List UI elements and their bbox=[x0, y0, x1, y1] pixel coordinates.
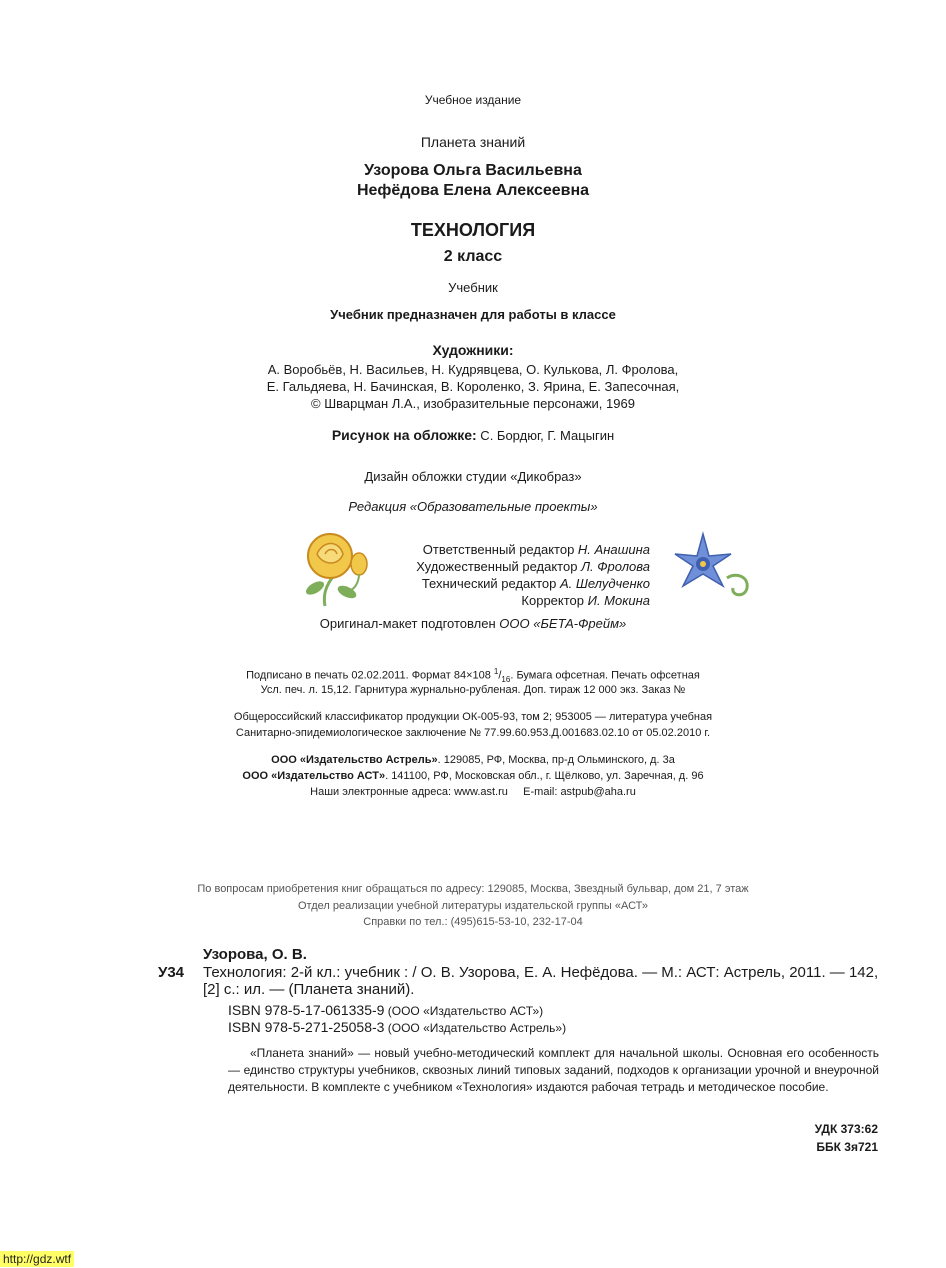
publisher-address: . 141100, РФ, Московская обл., г. Щёлково, ул. Заречная, д. 96 bbox=[385, 770, 704, 782]
watermark-link[interactable]: http://gdz.wtf bbox=[0, 1251, 74, 1267]
format-numerator: 1 bbox=[493, 667, 499, 676]
catalog-bibliography: Технология: 2-й кл.: учебник : / О. В. Узорова, Е. А. Нефёдова. — М.: АСТ: Астрель, 2011. — 142,[2] с.: ил. — (Планета знаний). bbox=[203, 964, 879, 998]
isbn-number: ISBN 978-5-271-25058-3 bbox=[228, 1019, 385, 1035]
print-info-line-3: Общероссийский классификатор продукции ОК-005-93, том 2; 953005 — литература учебная bbox=[233, 711, 713, 723]
isbn-1 bbox=[228, 1002, 543, 1018]
layout-credit-text: Оригинал-макет подготовлен bbox=[319, 616, 500, 631]
bbk-code: ББК 3я721 bbox=[816, 1140, 878, 1154]
print-info-text: . Бумага офсетная. Печать офсетная bbox=[510, 669, 700, 682]
udk-code: УДК 373:62 bbox=[814, 1122, 878, 1136]
editorial-office: Редакция «Образовательные проекты» bbox=[348, 499, 598, 514]
book-title: ТЕХНОЛОГИЯ bbox=[410, 220, 536, 240]
publisher-1 bbox=[0, 754, 946, 766]
editors-list bbox=[360, 541, 650, 609]
artists-list bbox=[0, 361, 946, 412]
publisher-2 bbox=[0, 770, 946, 782]
author-2: Нефёдова Елена Алексеевна bbox=[356, 182, 590, 199]
isbn-number: ISBN 978-5-17-061335-9 bbox=[228, 1002, 385, 1018]
grade: 2 класс bbox=[443, 248, 503, 265]
classification bbox=[815, 1120, 878, 1156]
sales-line-2: Отдел реализации учебной литературы издательской группы «АСТ» bbox=[297, 900, 649, 912]
annotation: «Планета знаний» — новый учебно-методический комплект для начальной школы. Основная его особенность — единство структуры учебников, сквозных линий типовых заданий, подходов к организации урочной и внеурочной деятельности. В комплекте с учебником «Технология» издаются рабочая тетрадь и методическое пособие. bbox=[228, 1046, 879, 1094]
publisher-name: ООО «Издательство АСТ» bbox=[242, 770, 386, 782]
publisher-emails: Наши электронные адреса: www.ast.ru E-mail: astpub@aha.ru bbox=[310, 786, 636, 798]
isbn-publisher: (ООО «Издательство Астрель») bbox=[384, 1021, 567, 1035]
book-kind: Учебник bbox=[448, 280, 498, 295]
layout-credit bbox=[0, 616, 946, 631]
sales-line-1: По вопросам приобретения книг обращаться по адресу: 129085, Москва, Звездный бульвар, дом 21, 7 этаж bbox=[197, 883, 749, 895]
catalog-author: Узорова, О. В. bbox=[203, 946, 307, 963]
isbn-2 bbox=[228, 1019, 566, 1035]
print-info-line-4: Санитарно-эпидемиологическое заключение № 77.99.60.953.Д.001683.02.10 от 05.02.2010 г. bbox=[235, 727, 711, 739]
editor-role: Корректор bbox=[521, 593, 585, 608]
publisher-address: . 129085, РФ, Москва, пр-д Ольминского, д. 3а bbox=[437, 754, 675, 766]
artists-heading: Художники: bbox=[432, 342, 514, 358]
editor-role: Технический редактор bbox=[421, 576, 557, 591]
editor-name: А. Шелудченко bbox=[559, 576, 650, 591]
edition-type: Учебное издание bbox=[424, 93, 522, 107]
editor-name: Л. Фролова bbox=[581, 559, 650, 574]
format-denominator: 16 bbox=[501, 674, 511, 684]
sales-line-3: Справки по тел.: (495)615-53-10, 232-17-04 bbox=[363, 916, 583, 928]
print-info-text: Подписано в печать 02.02.2011. Формат 84×108 bbox=[246, 669, 494, 682]
cover-design: Дизайн обложки студии «Дикобраз» bbox=[364, 469, 582, 484]
artists-line-3: © Шварцман Л.А., изобразительные персонажи, 1969 bbox=[311, 396, 635, 411]
isbn-publisher: (ООО «Издательство АСТ») bbox=[384, 1004, 544, 1018]
cover-illustration bbox=[0, 427, 946, 443]
artists-line-2: Е. Гальдяева, Н. Бачинская, В. Короленко, З. Ярина, Е. Запесочная, bbox=[266, 379, 680, 394]
publisher-name: ООО «Издательство Астрель» bbox=[271, 754, 438, 766]
print-info-line-1: Подписано в печать 02.02.2011. Формат 84×108 $^1/_{16}$. Бумага офсетная. Печать офсетная bbox=[246, 667, 700, 684]
editor-role: Художественный редактор bbox=[416, 559, 578, 574]
series-name: Планета знаний bbox=[420, 134, 526, 150]
catalog-code: У34 bbox=[158, 964, 185, 981]
cover-label: Рисунок на обложке: bbox=[331, 427, 477, 443]
editor-name: Н. Анашина bbox=[577, 542, 650, 557]
layout-credit-company: ООО «БЕТА-Фрейм» bbox=[499, 616, 627, 631]
editor-row bbox=[360, 592, 650, 609]
print-info-line-2: Усл. печ. л. 15,12. Гарнитура журнально-рубленая. Доп. тираж 12 000 экз. Заказ № bbox=[260, 684, 686, 696]
editor-row bbox=[360, 541, 650, 558]
cover-names: С. Бордюг, Г. Мацыгин bbox=[476, 428, 615, 443]
artists-line-1: А. Воробьёв, Н. Васильев, Н. Кудрявцева, О. Кулькова, Л. Фролова, bbox=[267, 362, 679, 377]
editor-role: Ответственный редактор bbox=[422, 542, 575, 557]
book-purpose: Учебник предназначен для работы в классе bbox=[330, 307, 616, 322]
author-1: Узорова Ольга Васильевна bbox=[364, 162, 582, 179]
editor-row bbox=[360, 558, 650, 575]
editor-name: И. Мокина bbox=[587, 593, 650, 608]
editor-row bbox=[360, 575, 650, 592]
cornflower-illustration-icon bbox=[665, 528, 755, 608]
